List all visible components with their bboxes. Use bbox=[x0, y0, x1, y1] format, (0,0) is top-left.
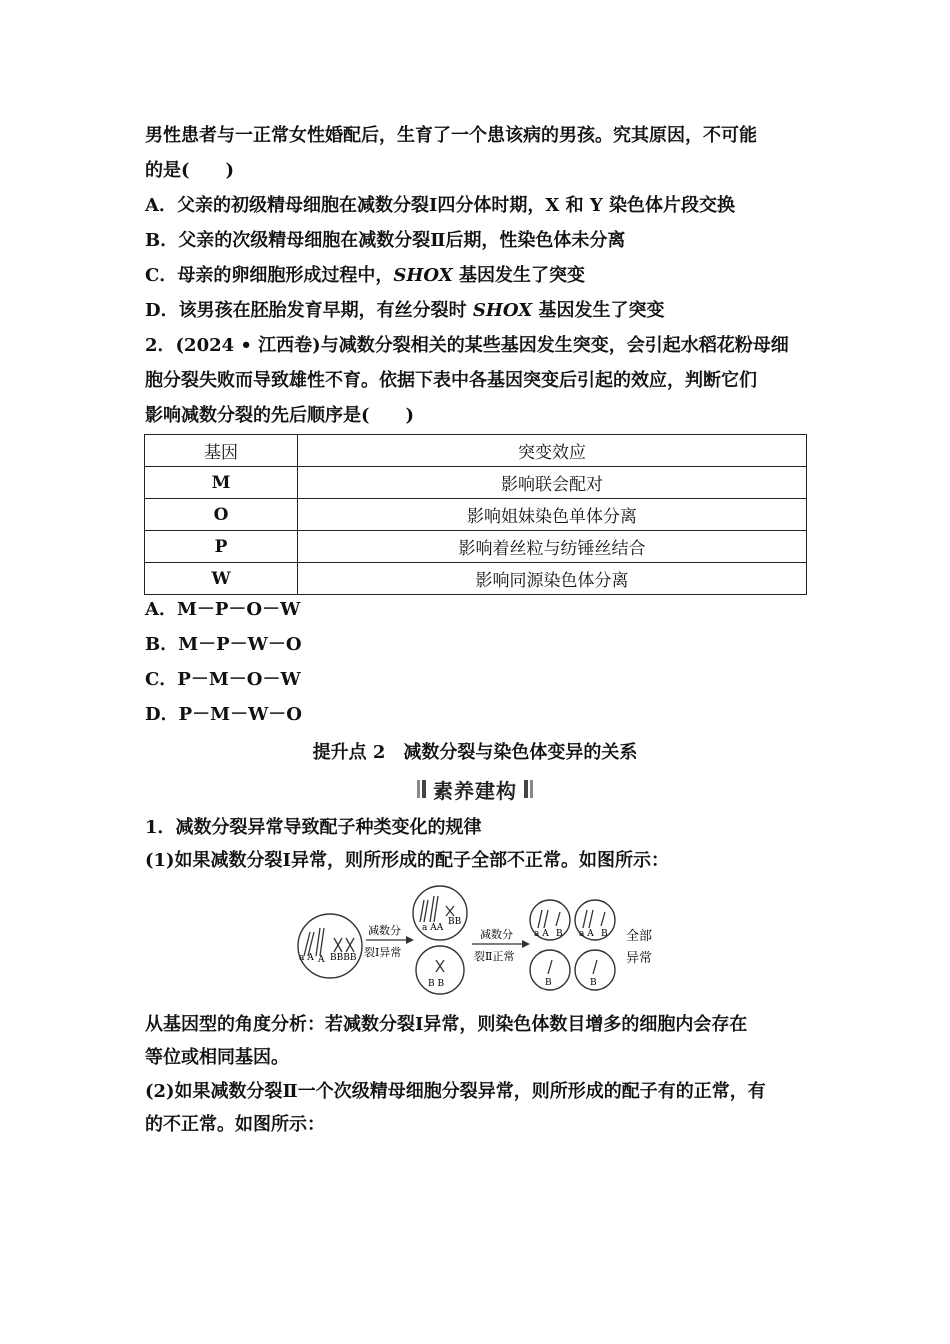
analysis-line-2: 等位或相同基因。 bbox=[145, 1047, 289, 1068]
banner-bar-icon bbox=[530, 780, 533, 798]
gamete-1-alleles: a A bbox=[534, 929, 549, 939]
gamete-4-chromosome-icon bbox=[593, 960, 597, 974]
result-label-top: 全部 bbox=[626, 929, 653, 944]
table-row bbox=[145, 499, 807, 531]
cell-effect: 影响着丝粒与纺锤丝结合 bbox=[298, 531, 807, 563]
q1-option-a bbox=[145, 194, 810, 218]
banner-bar-icon bbox=[417, 780, 420, 798]
q1-option-b bbox=[145, 229, 810, 253]
cell-gene: M bbox=[145, 467, 298, 499]
intro-line-1: 男性患者与一正常女性婚配后，生育了一个患该病的男孩。究其原因，不可能 bbox=[145, 125, 757, 146]
arrow1-bottom-label: 裂Ⅰ异常 bbox=[364, 946, 402, 959]
point-1-2-line-2: 的不正常。如图所示： bbox=[145, 1114, 325, 1135]
q2-line-3: 影响减数分裂的先后顺序是( ) bbox=[145, 405, 415, 426]
point-1-heading: 1．减数分裂异常导致配子种类变化的规律 bbox=[145, 817, 482, 838]
meiosis-diagram bbox=[290, 880, 670, 996]
table-row bbox=[145, 563, 807, 595]
cell-effect: 影响同源染色体分离 bbox=[298, 563, 807, 595]
arrow1-head-icon bbox=[406, 936, 414, 944]
analysis-line-1: 从基因型的角度分析：若减数分裂Ⅰ异常，则染色体数目增多的细胞内会存在 bbox=[145, 1014, 748, 1035]
option-label: D． bbox=[145, 300, 179, 321]
point-1-2-line-1: (2)如果减数分裂Ⅱ一个次级精母细胞分裂异常，则所形成的配子有的正常，有 bbox=[145, 1081, 766, 1102]
cell-effect: 影响联会配对 bbox=[298, 467, 807, 499]
option-text: 父亲的次级精母细胞在减数分裂Ⅱ后期，性染色体未分离 bbox=[178, 230, 626, 251]
cell-gene: O bbox=[145, 499, 298, 531]
q2-option-d: D．P－M－W－O bbox=[145, 704, 302, 725]
option-label: C． bbox=[145, 265, 178, 286]
gamete-3-chromosome-icon bbox=[548, 960, 552, 974]
start-cell bbox=[298, 914, 362, 978]
start-label-a2: A bbox=[318, 955, 325, 965]
q1-option-d bbox=[145, 299, 810, 323]
gamete-4-b: B bbox=[590, 978, 597, 988]
table-row bbox=[145, 467, 807, 499]
start-chromosomes-icon bbox=[304, 928, 354, 956]
q2-line-1: 2．(2024 • 江西卷)与减数分裂相关的某些基因发生突变，会引起水稻花粉母细 bbox=[145, 335, 789, 356]
bottom-cell-b: B B bbox=[428, 979, 445, 989]
gamete-2-alleles: a A bbox=[579, 929, 594, 939]
q2-option-a: A．M－P－O－W bbox=[145, 599, 301, 620]
cell-gene: P bbox=[145, 531, 298, 563]
arrow2-bottom-label: 裂Ⅱ正常 bbox=[474, 950, 515, 963]
bottom-chromosome-icon bbox=[436, 960, 444, 972]
option-text: 该男孩在胚胎发育早期，有丝分裂时 bbox=[178, 300, 473, 321]
gamete-1-chromosomes-icon bbox=[538, 910, 560, 928]
header-effect: 突变效应 bbox=[298, 435, 807, 467]
option-text: 母亲的卵细胞形成过程中， bbox=[177, 265, 394, 286]
arrow2-head-icon bbox=[522, 940, 530, 948]
gamete-3-b: B bbox=[545, 978, 552, 988]
q2-option-b: B．M－P－W－O bbox=[145, 634, 302, 655]
top-cell-alleles: a AA bbox=[422, 923, 444, 933]
start-label-a: a A bbox=[299, 953, 314, 963]
option-text-post: 基因发生了突变 bbox=[452, 265, 585, 286]
header-gene: 基因 bbox=[145, 435, 298, 467]
option-label: A． bbox=[145, 195, 177, 216]
q2-line-2: 胞分裂失败而导致雄性不育。依据下表中各基因突变后引起的效应，判断它们 bbox=[145, 370, 757, 391]
gamete-2-chromosomes-icon bbox=[583, 910, 605, 928]
arrow1-top-label: 减数分 bbox=[368, 924, 401, 937]
top-cell-b: BB bbox=[448, 917, 462, 927]
table-header-row bbox=[145, 435, 807, 467]
cell-effect: 影响姐妹染色单体分离 bbox=[298, 499, 807, 531]
banner-bar-icon bbox=[422, 780, 426, 798]
q1-option-c bbox=[145, 264, 810, 288]
result-label-bottom: 异常 bbox=[626, 951, 653, 966]
q2-option-c: C．P－M－O－W bbox=[145, 669, 301, 690]
table-row bbox=[145, 531, 807, 563]
option-label: B． bbox=[145, 230, 179, 251]
section-title: 提升点 2 减数分裂与染色体变异的关系 bbox=[312, 742, 638, 763]
option-text-post: 基因发生了突变 bbox=[532, 300, 665, 321]
gene-name: SHOX bbox=[472, 300, 533, 321]
gamete-1-b: B bbox=[556, 929, 563, 939]
point-1-1: (1)如果减数分裂Ⅰ异常，则所形成的配子全部不正常。如图所示： bbox=[145, 850, 669, 871]
banner-title: 素养建构 bbox=[433, 778, 517, 803]
gene-effect-table bbox=[144, 434, 807, 595]
cell-gene: W bbox=[145, 563, 298, 595]
intro-line-2: 的是( ) bbox=[145, 160, 235, 181]
start-label-b: BBBB bbox=[330, 953, 357, 963]
section-banner bbox=[408, 775, 542, 803]
gene-name: SHOX bbox=[393, 265, 453, 286]
arrow2-top-label: 减数分 bbox=[480, 928, 513, 941]
option-text: 父亲的初级精母细胞在减数分裂Ⅰ四分体时期，X 和 Y 染色体片段交换 bbox=[176, 195, 736, 216]
banner-bar-icon bbox=[524, 780, 528, 798]
gamete-2-b: B bbox=[601, 929, 608, 939]
